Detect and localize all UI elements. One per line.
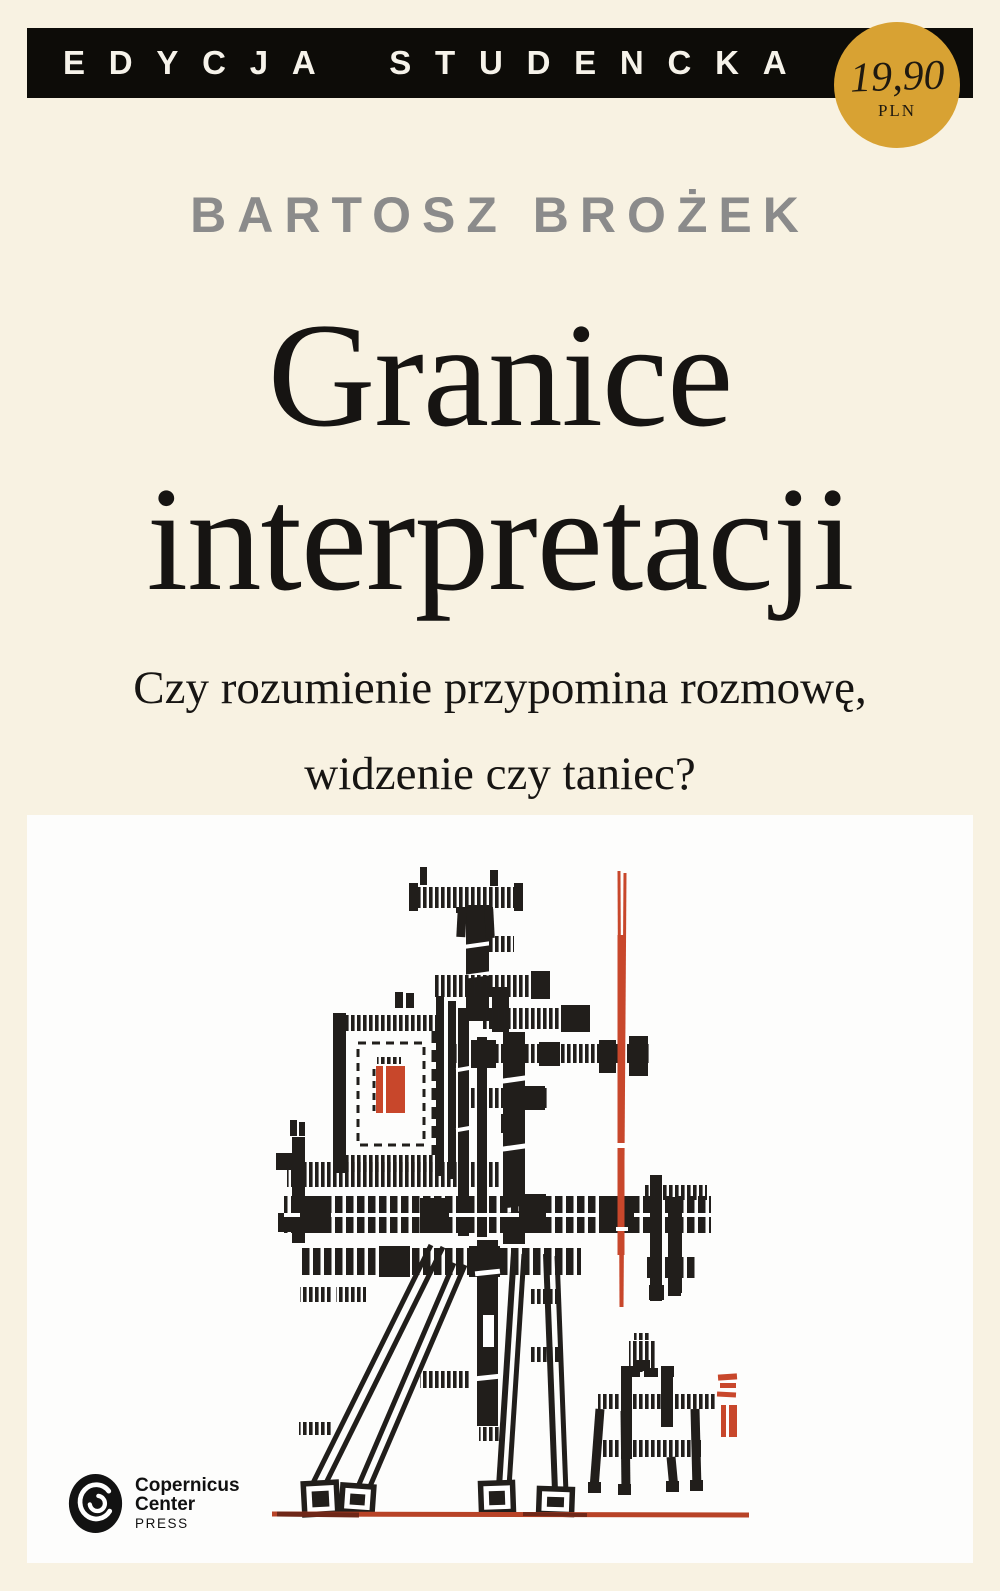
illustration-panel: [27, 815, 973, 1563]
subtitle-line-1: Czy rozumienie przypomina rozmowę,: [133, 662, 867, 714]
book-subtitle: [0, 646, 1000, 817]
price-amount: 19,90: [848, 51, 946, 102]
publisher-logo-block: [67, 1472, 240, 1535]
author-name: BARTOSZ BROŻEK: [190, 187, 810, 243]
woodcut-quixote-figure: [27, 815, 973, 1563]
publisher-press-label: PRESS: [135, 1516, 189, 1532]
title-line-1: Granice: [267, 293, 733, 458]
price-currency: PLN: [877, 100, 917, 120]
copernicus-spiral-logo: [67, 1472, 124, 1535]
publisher-name: [135, 1476, 240, 1532]
publisher-name-line1: Copernicus: [135, 1474, 240, 1496]
edition-banner-label: EDYCJA STUDENCKA: [63, 44, 811, 81]
title-line-2: interpretacji: [146, 456, 854, 622]
edition-banner: [27, 28, 973, 102]
publisher-name-line2: Center: [135, 1494, 196, 1516]
subtitle-line-2: widzenie czy taniec?: [304, 747, 696, 800]
book-title: [0, 294, 1000, 622]
price-badge: [834, 22, 960, 148]
